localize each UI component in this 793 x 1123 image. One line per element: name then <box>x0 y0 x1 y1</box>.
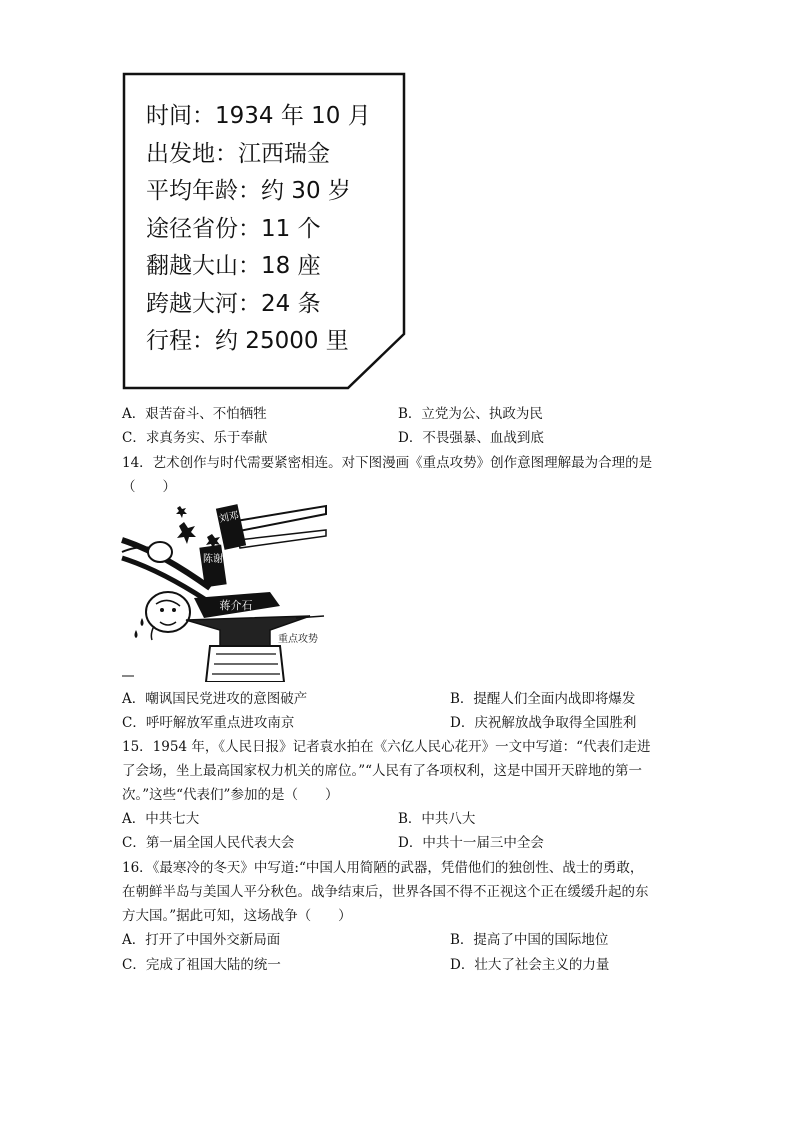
q16-option-a[interactable]: A．打开了中国外交新局面 <box>122 932 281 948</box>
q14-answer-blank: （ ） <box>122 479 176 495</box>
card-line-age: 平均年龄：约 30 岁 <box>146 178 351 204</box>
q16-text-line-1: 16．《最寒冷的冬天》中写道:“中国人用简陋的武器，凭借他们的独创性、战士的勇敢， <box>122 860 644 876</box>
long-march-info-card <box>122 72 406 390</box>
q15-text-line-3: 次。”这些“代表们”参加的是（ ） <box>122 787 339 803</box>
card-lines <box>146 98 371 361</box>
q16-text-line-2: 在朝鲜半岛与美国人平分秋色。战争结束后，世界各国不得不正视这个正在缓缓升起的东 <box>122 884 649 900</box>
q15-text-line-1: 15．1954 年，《人民日报》记者袁水拍在《六亿人民心花开》一文中写道：“代表们走进 <box>122 739 651 755</box>
q13-option-a[interactable]: A．艰苦奋斗、不怕牺牲 <box>122 406 267 422</box>
q14-option-c[interactable]: C．呼吁解放军重点进攻南京 <box>122 715 295 731</box>
cartoon-key-offensive <box>120 500 328 682</box>
cartoon-label-chen-xie: 陈谢 <box>203 554 223 565</box>
card-line-origin: 出发地：江西瑞金 <box>146 140 330 167</box>
card-line-mountains: 翻越大山：18 座 <box>146 253 321 279</box>
cartoon-label-liu-deng: 刘邓 <box>218 510 240 526</box>
card-line-provinces: 途径省份：11 个 <box>146 215 321 242</box>
card-line-distance: 行程：约 25000 里 <box>146 328 349 354</box>
q13-option-c[interactable]: C．求真务实、乐于奉献 <box>122 430 268 446</box>
q14-option-a[interactable]: A．嘲讽国民党进攻的意图破产 <box>122 691 308 707</box>
q16-option-b[interactable]: B．提高了中国的国际地位 <box>450 932 609 948</box>
q15-text-line-2: 了会场，坐上最高国家权力机关的席位。”“人民有了各项权利，这是中国开天辟地的第一 <box>122 763 643 779</box>
q15-option-b[interactable]: B．中共八大 <box>398 811 476 827</box>
q16-text-line-3: 方大国。”据此可知，这场战争（ ） <box>122 908 352 924</box>
cartoon-label-offensive: 重点攻势 <box>278 634 318 645</box>
q15-option-a[interactable]: A．中共七大 <box>122 811 200 827</box>
cartoon-label-chiang: 蒋介石 <box>219 599 253 612</box>
cartoon-illustration <box>120 500 328 682</box>
q14-option-b[interactable]: B．提醒人们全面内战即将爆发 <box>450 691 636 707</box>
q15-option-d[interactable]: D．中共十一届三中全会 <box>398 835 544 851</box>
q15-option-c[interactable]: C．第一届全国人民代表大会 <box>122 835 295 851</box>
q16-option-c[interactable]: C．完成了祖国大陆的统一 <box>122 957 281 973</box>
card-line-rivers: 跨越大河：24 条 <box>146 290 321 317</box>
card-line-time: 时间：1934 年 10 月 <box>146 103 371 129</box>
q16-option-d[interactable]: D．壮大了社会主义的力量 <box>450 957 610 973</box>
q14-option-d[interactable]: D．庆祝解放战争取得全国胜利 <box>450 715 637 731</box>
q13-option-d[interactable]: D．不畏强暴、血战到底 <box>398 430 544 446</box>
q14-text-line-1: 14．艺术创作与时代需要紧密相连。对下图漫画《重点攻势》创作意图理解最为合理的是 <box>122 455 653 471</box>
q13-option-b[interactable]: B．立党为公、执政为民 <box>398 406 543 422</box>
